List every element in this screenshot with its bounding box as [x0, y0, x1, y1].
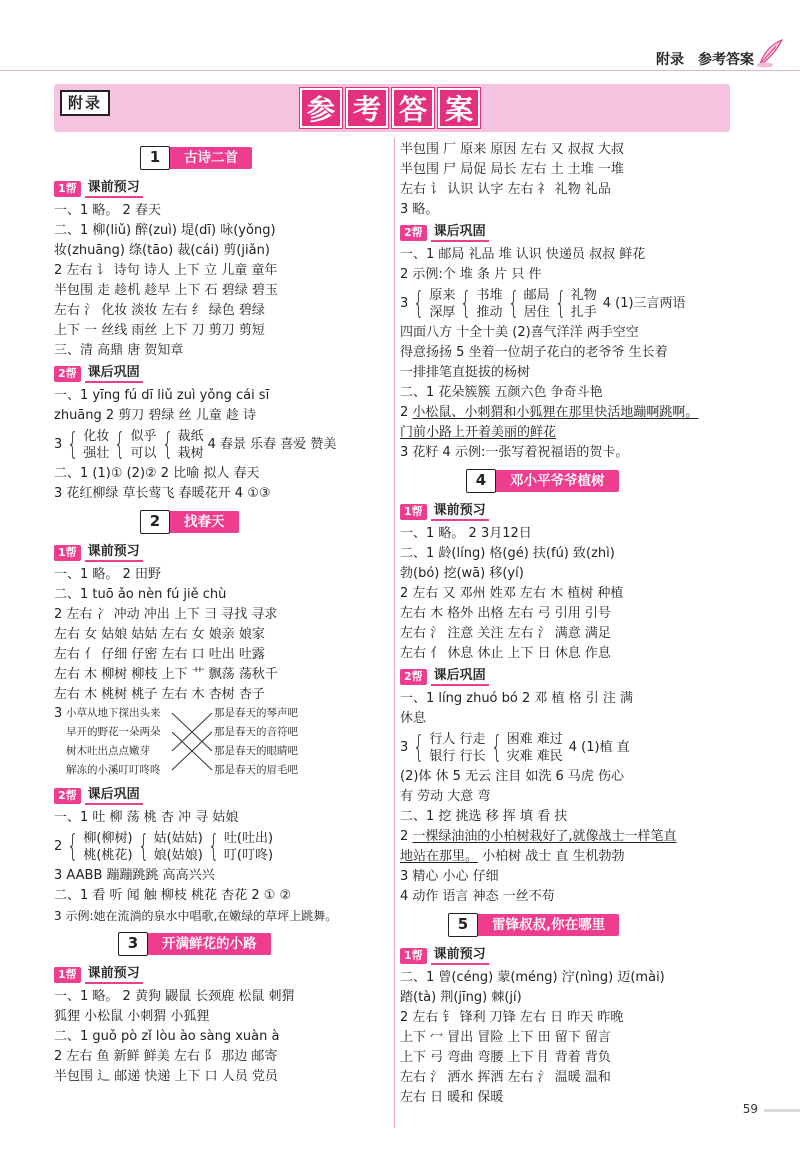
chapter-heading [140, 504, 384, 540]
feather-pen-icon [756, 38, 784, 68]
tag-label: 课后巩固 [85, 365, 143, 383]
answer-line: 3 精心 小心 仔细 [400, 869, 499, 884]
section-tag-preview [54, 964, 384, 986]
brace-item: 化妆 [83, 429, 110, 444]
section-tag-preview [54, 542, 384, 564]
page-number-bar [764, 1109, 800, 1112]
match-right-item: 那是春天的音符吧 [214, 726, 298, 738]
brace-group: { 书堆 推动 [460, 286, 503, 321]
item-number: 3 [54, 437, 63, 452]
section-tag-preview [400, 501, 748, 523]
tag-label: 课后巩固 [85, 787, 143, 805]
brace-item: 扎手 [570, 305, 597, 320]
tag-label: 课后巩固 [431, 224, 489, 242]
answer-line: 二、1 曾(céng) 蒙(méng) 泞(nìng) 迈(mài) [400, 970, 665, 985]
header-left-text: 附录 [656, 52, 684, 68]
answer-line: 3 AABB 蹦蹦跳跳 高高兴兴 [54, 868, 215, 883]
answer-line: 左右 讠 认识 认字 左右 礻 礼物 礼品 [400, 182, 611, 197]
header-right-text: 参考答案 [698, 52, 754, 68]
answer-line: 4 动作 语言 神态 一丝不苟 [400, 889, 555, 904]
answer-line: 3 花红柳绿 草长莺飞 春暖花开 4 ①③ [54, 486, 271, 501]
brace-item: 桃(桃花) [83, 848, 133, 863]
item-number: 2 [54, 839, 63, 854]
tag-badge: 2帮 [54, 788, 81, 804]
brace-answer [400, 285, 748, 323]
underlined-sentence: 小松鼠、小刺猬和小狐狸在那里快活地蹦啊跳啊。 [412, 405, 699, 420]
tag-badge: 1帮 [54, 181, 81, 197]
answer-line: 左右 女 姑娘 姑姑 左右 女 娘亲 娘家 [54, 627, 265, 642]
appendix-tag: 附录 [60, 90, 110, 116]
brace-group: { 吐(吐出) 叮(叮咚) [207, 829, 274, 864]
brace-group: { 原来 深厚 [413, 286, 456, 321]
tag-label: 课前预习 [85, 544, 143, 562]
match-right-item: 那是春天的眉毛吧 [214, 764, 298, 776]
answer-line: zhuāng 2 剪刀 碧绿 丝 儿童 趁 诗 [54, 408, 256, 423]
answer-line: 妆(zhuāng) 绦(tāo) 裁(cái) 剪(jiǎn) [54, 243, 270, 258]
chapter-heading [140, 140, 384, 176]
brace-group: { 似乎 可以 [114, 427, 157, 462]
brace-item: 邮局 [523, 288, 550, 303]
answer-line: 3 略。 [400, 202, 439, 217]
answer-line: 三、清 高鼎 唐 贺知章 [54, 343, 184, 358]
section-tag-review [400, 222, 748, 244]
match-right-item: 那是春天的眼睛吧 [214, 745, 298, 757]
chapter-number: 3 [118, 932, 148, 956]
answer-line: 左右 氵 注意 关注 左右 氵 满意 满足 [400, 626, 611, 641]
brace-answer [400, 729, 748, 767]
answer-line: 一、1 略。 2 田野 [54, 567, 161, 582]
chapter-heading [118, 926, 384, 962]
answer-line: 2 示例:个 堆 条 片 只 件 [400, 267, 542, 282]
brace-group: { 行人 行走 银行 行长 [413, 730, 486, 765]
tag-badge: 1帮 [54, 967, 81, 983]
answer-line [400, 423, 748, 443]
answer-line: 2 左右 又 邓州 姓邓 左右 木 植树 种植 [400, 586, 624, 601]
answer-line: 3 示例:她在流淌的泉水中唱歌,在嫩绿的草坪上跳舞。 [54, 909, 338, 923]
answer-line: 上下 冖 冒出 冒险 上下 田 留下 留言 [400, 1030, 611, 1045]
answer-line: 休息 [400, 711, 427, 726]
tag-label: 课前预习 [431, 503, 489, 521]
tag-badge: 1帮 [54, 545, 81, 561]
answer-line: 左右 木 柳树 柳枝 上下 艹 飘荡 荡秋千 [54, 667, 278, 682]
matching-diagram [66, 705, 366, 783]
chapter-title: 开满鲜花的小路 [146, 933, 271, 955]
answer-line: (2)体 休 5 无云 注目 如洗 6 马虎 伤心 [400, 769, 625, 784]
answer-line: 一、1 yīng fú dī liǔ zuì yǒng cái sī [54, 388, 270, 403]
header-label [656, 48, 754, 70]
answer-text: 小柏树 战士 直 生机勃勃 [478, 849, 625, 864]
answer-line: 半包围 厂 原来 原因 左右 又 叔叔 大叔 [400, 142, 624, 157]
brace-item: 灾难 难民 [506, 749, 563, 764]
section-tag-preview [400, 945, 748, 967]
brace-item: 居住 [523, 305, 550, 320]
brace-item: 深厚 [429, 305, 456, 320]
underlined-sentence: 一棵绿油油的小柏树栽好了,就像战士一样笔直 [412, 829, 677, 844]
answer-line: 二、1 龄(líng) 格(gé) 扶(fú) 致(zhì) [400, 546, 615, 561]
brace-answer [54, 828, 384, 866]
brace-item: 原来 [429, 288, 456, 303]
brace-item: 栽树 [177, 446, 204, 461]
chapter-number: 5 [448, 913, 478, 937]
brace-group: { 裁纸 栽树 [161, 427, 204, 462]
tag-label: 课前预习 [85, 966, 143, 984]
banner-char: 参 [300, 88, 342, 128]
answer-line: 半包围 辶 邮递 快递 上下 口 人员 党员 [54, 1069, 278, 1084]
answer-line: 一、1 líng zhuó bó 2 邓 植 格 引 注 满 [400, 691, 634, 706]
banner-char: 答 [392, 88, 434, 128]
brace-item: 叮(叮咚) [223, 848, 274, 863]
answer-line: 2 小松鼠、小刺猬和小狐狸在那里快活地蹦啊跳啊。 [400, 405, 699, 420]
brace-item: 礼物 [570, 288, 597, 303]
answer-line: 二、1 柳(liǔ) 醉(zuì) 堤(dī) 咏(yǒng) [54, 223, 276, 238]
match-left-item: 小草从地下探出头来 [66, 707, 161, 719]
chapter-heading [466, 463, 748, 499]
answer-line: 左右 氵 洒水 挥洒 左右 氵 温暖 温和 [400, 1070, 611, 1085]
answer-line: 半包围 尸 局促 局长 左右 土 土堆 一堆 [400, 162, 624, 177]
chapter-heading [448, 907, 748, 943]
answer-line: 半包围 走 趁机 趁早 上下 石 碧绿 碧玉 [54, 283, 278, 298]
right-column [400, 140, 748, 1108]
brace-group: { 化妆 强壮 [67, 427, 110, 462]
chapter-title: 古诗二首 [168, 147, 252, 169]
brace-item: 可以 [130, 446, 157, 461]
answer-line: 左右 亻 仔细 仔密 左右 口 吐出 吐露 [54, 647, 265, 662]
answer-text: 4 (1)三言两语 [602, 296, 686, 311]
brace-item: 姑(姑姑) [153, 831, 203, 846]
answer-line: 2 左右 讠 诗句 诗人 上下 立 儿童 童年 [54, 263, 278, 278]
tag-label: 课前预习 [85, 180, 143, 198]
answer-line: 四面八方 十全十美 (2)喜气洋洋 两手空空 [400, 325, 639, 340]
answer-line: 上下 一 丝线 雨丝 上下 刀 剪刀 剪短 [54, 323, 265, 338]
underlined-sentence: 门前小路上开着美丽的鲜花 [400, 425, 557, 440]
chapter-number: 1 [140, 146, 170, 170]
brace-group: { 姑(姑姑) 娘(姑娘) [137, 829, 203, 864]
answer-line: 有 劳动 大意 弯 [400, 789, 491, 804]
answer-line: 二、1 guǒ pò zǐ lòu ào sàng xuàn à [54, 1029, 280, 1044]
answer-line [400, 847, 748, 867]
answer-line: 二、1 花朵簇簇 五颜六色 争奇斗艳 [400, 385, 603, 400]
matching-lines [170, 705, 214, 781]
item-number: 3 [400, 296, 409, 311]
item-number: 3 [54, 706, 63, 721]
tag-label: 课后巩固 [431, 668, 489, 686]
answer-line: 3 花籽 4 示例:一张写着祝福语的贺卡。 [400, 445, 629, 460]
answer-line: 二、1 挖 挑选 移 挥 填 看 扶 [400, 809, 568, 824]
tag-badge: 2帮 [400, 225, 427, 241]
tag-badge: 1帮 [400, 504, 427, 520]
answer-text: 4 春景 乐春 喜爱 赞美 [207, 437, 337, 452]
answer-line: 2 左右 冫 冲动 冲出 上下 ⺕ 寻找 寻求 [54, 607, 278, 622]
answer-line: 一、1 略。 2 春天 [54, 203, 161, 218]
brace-group: { 柳(柳树) 桃(桃花) [67, 829, 133, 864]
answer-line: 踏(tà) 荆(jīng) 棘(jí) [400, 990, 522, 1005]
brace-item: 强壮 [83, 446, 110, 461]
brace-group: { 邮局 居住 [507, 286, 550, 321]
answer-line: 二、1 tuō ǎo nèn fú jiě chù [54, 587, 227, 602]
answer-line: 勃(bó) 挖(wā) 移(yí) [400, 566, 524, 581]
answer-line: 左右 亻 休息 休止 上下 日 休息 作息 [400, 646, 611, 661]
answer-line: 一、1 略。 2 3月12日 [400, 526, 532, 541]
answer-line: 2 左右 鱼 新鲜 鲜美 左右 阝 那边 邮寄 [54, 1049, 278, 1064]
section-tag-review [54, 785, 384, 807]
answer-line: 一、1 吐 柳 荡 桃 杏 冲 寻 姑娘 [54, 810, 239, 825]
tag-badge: 1帮 [400, 948, 427, 964]
answer-line: 得意扬扬 5 坐着一位胡子花白的老爷爷 生长着 [400, 345, 668, 360]
tag-badge: 2帮 [400, 669, 427, 685]
brace-group: { 礼物 扎手 [554, 286, 597, 321]
column-divider [394, 138, 395, 1128]
answer-line: 左右 木 格外 出格 左右 弓 引用 引号 [400, 606, 611, 621]
answer-line: 狐狸 小松鼠 小刺猬 小狐狸 [54, 1009, 210, 1024]
chapter-title: 找春天 [168, 511, 239, 533]
brace-item: 书堆 [476, 288, 503, 303]
banner-title [300, 88, 480, 128]
brace-item: 裁纸 [177, 429, 204, 444]
title-banner [54, 84, 730, 132]
brace-answer [54, 426, 384, 464]
underlined-sentence: 地站在那里。 [400, 849, 479, 864]
brace-item: 银行 行长 [429, 749, 486, 764]
match-left-item: 树木吐出点点嫩芽 [66, 745, 150, 757]
brace-item: 行人 行走 [429, 732, 486, 747]
banner-char: 案 [438, 88, 480, 128]
answer-line: 2 一棵绿油油的小柏树栽好了,就像战士一样笔直 [400, 829, 677, 844]
answer-line: 左右 氵 化妆 淡妆 左右 纟 绿色 碧绿 [54, 303, 265, 318]
left-column [54, 140, 384, 1087]
brace-item: 娘(姑娘) [153, 848, 203, 863]
brace-item: 推动 [476, 305, 503, 320]
match-right-item: 那是春天的琴声吧 [214, 707, 298, 719]
chapter-title: 邓小平爷爷植树 [494, 470, 619, 492]
brace-item: 似乎 [130, 429, 157, 444]
tag-badge: 2帮 [54, 366, 81, 382]
match-left-item: 早开的野花一朵两朵 [66, 726, 161, 738]
tag-label: 课前预习 [431, 947, 489, 965]
banner-char: 考 [346, 88, 388, 128]
page-number: 59 [742, 1102, 758, 1116]
brace-item: 困难 难过 [506, 732, 563, 747]
answer-line: 上下 弓 弯曲 弯腰 上下 ⺝ 背着 背负 [400, 1050, 611, 1065]
answer-line: 左右 日 暖和 保暖 [400, 1090, 504, 1105]
chapter-title: 雷锋叔叔,你在哪里 [476, 914, 619, 936]
section-tag-preview [54, 178, 384, 200]
chapter-number: 2 [140, 510, 170, 534]
brace-item: 吐(吐出) [223, 831, 274, 846]
answer-line: 二、1 (1)① (2)② 2 比喻 拟人 春天 [54, 466, 260, 481]
brace-item: 柳(柳树) [83, 831, 133, 846]
answer-line: 左右 木 桃树 桃子 左右 木 杏树 杏子 [54, 687, 265, 702]
answer-line: 一、1 邮局 礼品 堆 认识 快递员 叔叔 鲜花 [400, 247, 646, 262]
chapter-number: 4 [466, 469, 496, 493]
answer-line: 2 左右 钅 锋利 刀锋 左右 日 昨天 昨晚 [400, 1010, 624, 1025]
section-tag-review [400, 666, 748, 688]
item-number: 3 [400, 740, 409, 755]
answer-line: 二、1 看 听 闻 触 柳枝 桃花 杏花 2 ① ② [54, 888, 292, 903]
brace-group: { 困难 难过 灾难 难民 [490, 730, 563, 765]
answer-line: 一排排笔直挺拔的杨树 [400, 365, 531, 380]
answer-text: 4 (1)植 直 [568, 740, 630, 755]
section-tag-review [54, 363, 384, 385]
matching-answer [54, 705, 384, 783]
answer-line: 一、1 略。 2 黄狗 鼹鼠 长颈鹿 松鼠 刺猬 [54, 989, 295, 1004]
match-left-item: 解冻的小溪叮叮咚咚 [66, 764, 161, 776]
